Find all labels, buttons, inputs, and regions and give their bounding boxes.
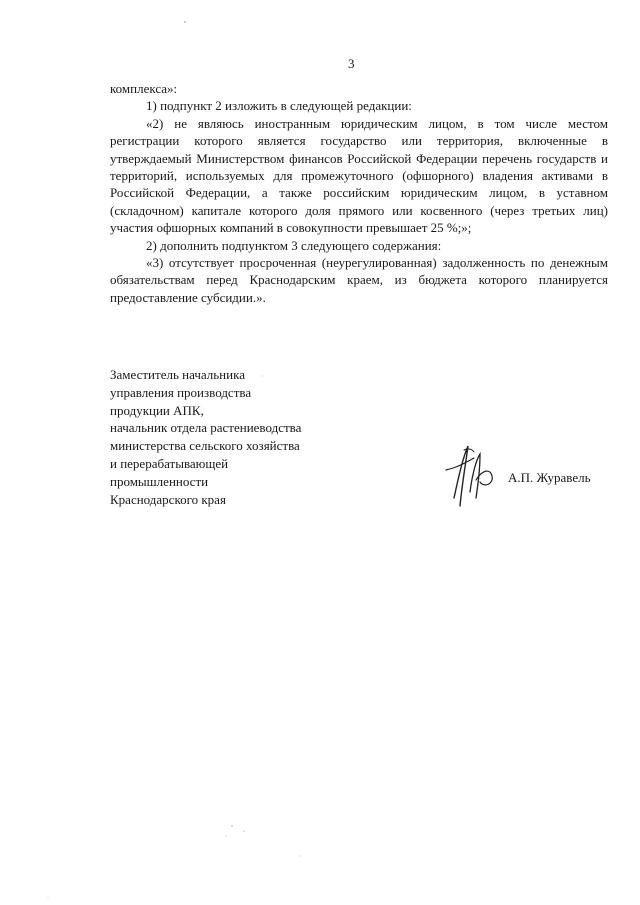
paragraph-item-1: 1) подпункт 2 изложить в следующей редакции: — [146, 98, 412, 114]
signer-position-line: Заместитель начальника — [110, 367, 245, 382]
paragraph-item-2: 2) дополнить подпунктом 3 следующего содержания: — [146, 237, 442, 253]
signer-position-line: и перерабатывающей — [110, 455, 229, 471]
document-body — [110, 80, 608, 306]
signer-position-line: начальник отдела растениеводства — [110, 420, 302, 436]
page-number: 3 — [348, 56, 355, 71]
handwritten-signature — [440, 440, 500, 510]
signer-position-line: Краснодарского края — [110, 491, 226, 507]
paragraph-quote-3: «3) отсутствует просроченная (неурегулированная) задолженность по денежным обязательствам перед Краснодарским краем, из бюджета которого планируется предоставление субсидии.». — [110, 255, 608, 305]
paragraph-continuation: комплекса»: — [110, 81, 178, 96]
signer-position-line: продукции АПК, — [110, 402, 204, 418]
signer-position-line: министерства сельского хозяйства — [110, 438, 300, 454]
signer-position-line: управления производства — [110, 384, 252, 400]
paragraph-quote-2: «2) не являюсь иностранным юридическим лицом, в том числе местом регистрации которого является государство или территория, включенные в утверждаемый Министерством финансов Российской Федерации перечень государств и территорий, используемых для промежуточного (офшорного) владения активами в Российской Федерации, а также российским юридическим лицом, в уставном (складочном) капитале которого доля прямого или косвенного (через третьих лиц) участия офшорных компаний в совокупности превышает 25 %;»; — [110, 115, 608, 236]
signer-position-block — [110, 366, 610, 508]
signer-position-line: промышленности — [110, 473, 209, 489]
signer-name: А.П. Журавель — [508, 470, 591, 485]
